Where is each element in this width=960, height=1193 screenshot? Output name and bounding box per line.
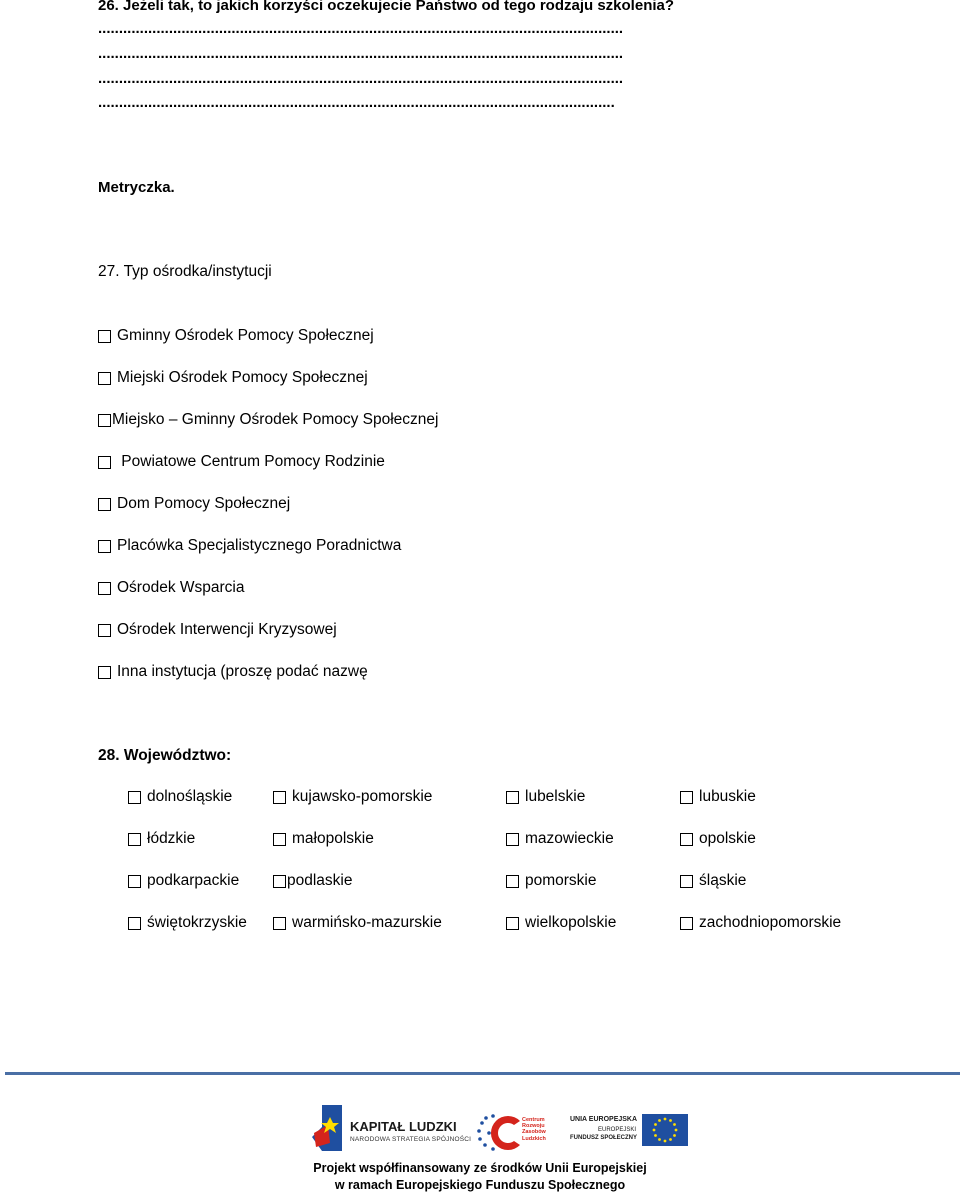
footer-line-1: Projekt współfinansowany ze środków Unii Europejskiej <box>313 1161 647 1175</box>
voivodeship-option[interactable] <box>506 872 597 890</box>
option-label: Miejsko – Gminny Ośrodek Pomocy Społecznej <box>112 411 439 428</box>
kapital-ludzki-emblem-icon <box>308 1103 344 1153</box>
option-label: opolskie <box>699 830 756 847</box>
answer-line-2[interactable]: .............................................................................................................................. <box>98 45 624 62</box>
option-label: zachodniopomorskie <box>699 914 842 931</box>
option-label: Powiatowe Centrum Pomocy Rodzinie <box>117 453 385 470</box>
checkbox-icon[interactable] <box>128 833 141 846</box>
voivodeship-option[interactable] <box>506 914 616 932</box>
option-pcpr[interactable] <box>98 453 385 471</box>
option-mgops[interactable] <box>98 411 439 429</box>
checkbox-icon[interactable] <box>98 498 111 511</box>
option-label: Gminny Ośrodek Pomocy Społecznej <box>117 327 374 344</box>
option-label: Ośrodek Interwencji Kryzysowej <box>117 621 337 638</box>
option-oik[interactable] <box>98 621 337 639</box>
voivodeship-option[interactable] <box>273 872 353 890</box>
checkbox-icon[interactable] <box>506 791 519 804</box>
answer-line-1[interactable]: .............................................................................................................................. <box>98 20 624 37</box>
kapital-ludzki-logo <box>308 1103 472 1153</box>
option-label: Ośrodek Wsparcia <box>117 579 245 596</box>
voivodeship-option[interactable] <box>128 788 232 806</box>
voivodeship-option[interactable] <box>680 788 756 806</box>
eu-line-2: EUROPEJSKI <box>598 1127 637 1133</box>
checkbox-icon[interactable] <box>128 917 141 930</box>
crzl-line: Centrum <box>522 1117 545 1123</box>
option-label: lubuskie <box>699 788 756 805</box>
option-label: łódzkie <box>147 830 196 847</box>
option-label: wielkopolskie <box>525 914 617 931</box>
footer-line-2: w ramach Europejskiego Funduszu Społecznego <box>334 1178 626 1192</box>
question-26-title: 26. Jeżeli tak, to jakich korzyści oczekujecie Państwo od tego rodzaju szkolenia? <box>98 0 675 14</box>
question-28-title: 28. Województwo: <box>98 747 232 764</box>
checkbox-icon[interactable] <box>506 833 519 846</box>
option-label: małopolskie <box>292 830 374 847</box>
option-label: świętokrzyskie <box>147 914 247 931</box>
option-label: lubelskie <box>525 788 586 805</box>
option-label: kujawsko-pomorskie <box>292 788 433 805</box>
option-label: Dom Pomocy Społecznej <box>117 495 291 512</box>
crzl-line: Ludzkich <box>522 1135 546 1142</box>
eu-logo <box>570 1114 692 1148</box>
checkbox-icon[interactable] <box>98 624 111 637</box>
checkbox-icon[interactable] <box>273 917 286 930</box>
option-psp[interactable] <box>98 537 401 555</box>
checkbox-icon[interactable] <box>680 917 693 930</box>
voivodeship-option[interactable] <box>680 830 756 848</box>
option-label: mazowieckie <box>525 830 614 847</box>
kl-title: KAPITAŁ LUDZKI <box>350 1119 457 1134</box>
checkbox-icon[interactable] <box>128 791 141 804</box>
option-label: Placówka Specjalistycznego Poradnictwa <box>117 537 402 554</box>
checkbox-icon[interactable] <box>98 414 111 427</box>
checkbox-icon[interactable] <box>506 875 519 888</box>
voivodeship-option[interactable] <box>128 914 247 932</box>
option-dps[interactable] <box>98 495 290 513</box>
crzl-emblem-icon <box>476 1113 526 1153</box>
option-label: Inna instytucja (proszę podać nazwę <box>117 663 368 680</box>
voivodeship-option[interactable] <box>506 788 585 806</box>
voivodeship-option[interactable] <box>273 788 432 806</box>
option-gops[interactable] <box>98 327 374 345</box>
section-title: Metryczka. <box>98 179 175 196</box>
eu-flag-icon <box>642 1114 688 1146</box>
option-label: Miejski Ośrodek Pomocy Społecznej <box>117 369 368 386</box>
voivodeship-option[interactable] <box>273 914 442 932</box>
checkbox-icon[interactable] <box>98 666 111 679</box>
checkbox-icon[interactable] <box>680 791 693 804</box>
checkbox-icon[interactable] <box>273 833 286 846</box>
voivodeship-option[interactable] <box>128 830 195 848</box>
checkbox-icon[interactable] <box>506 917 519 930</box>
option-label: warmińsko-mazurskie <box>292 914 442 931</box>
option-label: dolnośląskie <box>147 788 233 805</box>
checkbox-icon[interactable] <box>98 582 111 595</box>
checkbox-icon[interactable] <box>98 372 111 385</box>
voivodeship-option[interactable] <box>680 914 841 932</box>
checkbox-icon[interactable] <box>680 875 693 888</box>
checkbox-icon[interactable] <box>98 540 111 553</box>
option-mops[interactable] <box>98 369 368 387</box>
option-label: śląskie <box>699 872 747 889</box>
eu-line-3: FUNDUSZ SPOŁECZNY <box>570 1135 638 1141</box>
option-label: podkarpackie <box>147 872 240 889</box>
crzl-text <box>522 1117 546 1142</box>
eu-line-1: UNIA EUROPEJSKA <box>570 1116 638 1123</box>
checkbox-icon[interactable] <box>128 875 141 888</box>
option-other[interactable] <box>98 663 368 681</box>
voivodeship-option[interactable] <box>273 830 374 848</box>
option-ow[interactable] <box>98 579 244 597</box>
checkbox-icon[interactable] <box>273 875 286 888</box>
voivodeship-option[interactable] <box>128 872 239 890</box>
crzl-logo <box>476 1113 566 1153</box>
voivodeship-option[interactable] <box>506 830 614 848</box>
checkbox-icon[interactable] <box>680 833 693 846</box>
option-label: pomorskie <box>525 872 597 889</box>
footer-divider <box>5 1072 960 1075</box>
kl-subtitle: NARODOWA STRATEGIA SPÓJNOŚCI <box>350 1136 472 1143</box>
checkbox-icon[interactable] <box>98 456 111 469</box>
answer-line-4[interactable]: ............................................................................................................................ <box>98 94 615 111</box>
option-label: podlaskie <box>287 872 353 889</box>
voivodeship-option[interactable] <box>680 872 746 890</box>
crzl-line: Rozwoju <box>522 1123 545 1130</box>
answer-line-3[interactable]: .............................................................................................................................. <box>98 70 624 87</box>
question-27-title: 27. Typ ośrodka/instytucji <box>98 263 272 280</box>
checkbox-icon[interactable] <box>273 791 286 804</box>
checkbox-icon[interactable] <box>98 330 111 343</box>
crzl-line: Zasobów <box>522 1129 546 1136</box>
